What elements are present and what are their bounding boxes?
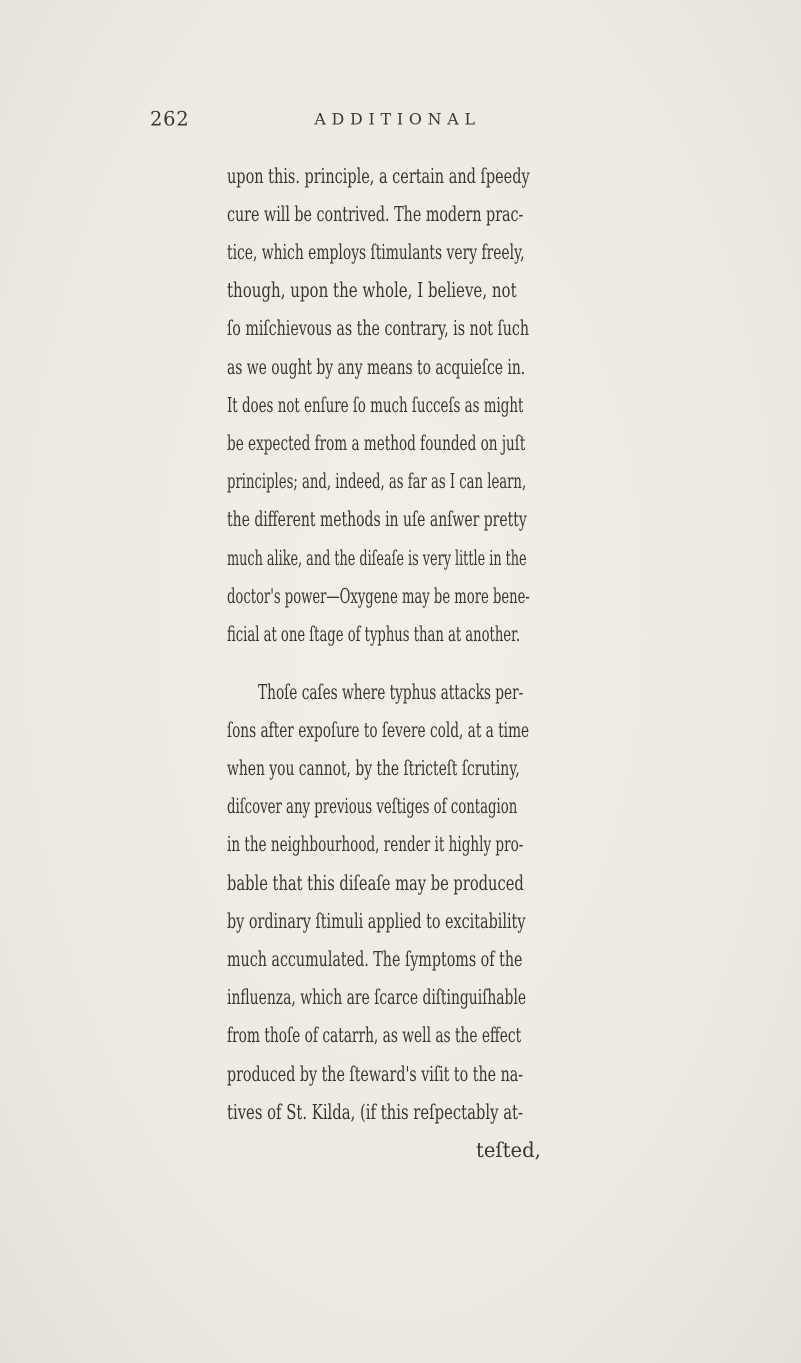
text-line: teſted, bbox=[475, 1138, 541, 1162]
text-line: bable that this diſeaſe may be produced bbox=[227, 870, 524, 895]
text-line: cure will be contrived. The modern prac- bbox=[227, 201, 524, 226]
text-line: ſo miſchievous as the contrary, is not ſuch bbox=[227, 316, 530, 341]
text-line: diſcover any previous veſtiges of contagion bbox=[227, 794, 518, 819]
text-line: much accumulated. The ſymptoms of the bbox=[227, 947, 523, 971]
running-head: ADDITIONAL bbox=[314, 110, 481, 129]
text-line: tice, which employs ſtimulants very freely, bbox=[227, 240, 525, 264]
text-line: doctor's power—Oxygene may be more bene- bbox=[227, 583, 530, 608]
text-line: ficial at one ſtage of typhus than at another. bbox=[227, 622, 521, 646]
text-line: tives of St. Kilda, (if this reſpectably at- bbox=[227, 1099, 524, 1124]
text-line: by ordinary ſtimuli applied to excitability bbox=[227, 908, 526, 933]
text-line: ſons after expoſure to ſevere cold, at a time bbox=[227, 717, 530, 742]
text-line: upon this. principle, a certain and ſpeedy bbox=[227, 163, 530, 188]
text-line: the different methods in uſe anſwer pretty bbox=[227, 507, 527, 532]
text-line: produced by the ſteward's viſit to the na- bbox=[227, 1061, 524, 1086]
text-line: though, upon the whole, I believe, not bbox=[227, 278, 517, 303]
text-line: principles; and, indeed, as far as I can learn, bbox=[227, 469, 527, 494]
text-line: be expected from a method founded on juſt bbox=[227, 431, 526, 455]
text-line: when you cannot, by the ſtricteſt ſcrutiny, bbox=[227, 756, 520, 780]
text-line: Thoſe caſes where typhus attacks per- bbox=[258, 679, 524, 704]
text-line: It does not enſure ſo much ſucceſs as might bbox=[227, 392, 524, 417]
text-line: from thoſe of catarrh, as well as the effect bbox=[227, 1023, 522, 1048]
text-line: influenza, which are ſcarce diſtinguiſhable bbox=[227, 985, 527, 1010]
page-number: 262 bbox=[149, 108, 190, 131]
text-line: as we ought by any means to acquieſce in. bbox=[227, 354, 526, 379]
page-header bbox=[150, 108, 525, 137]
text-line: in the neighbourhood, render it highly pro- bbox=[227, 832, 524, 857]
text-line: much alike, and the diſeaſe is very little in the bbox=[227, 545, 527, 570]
